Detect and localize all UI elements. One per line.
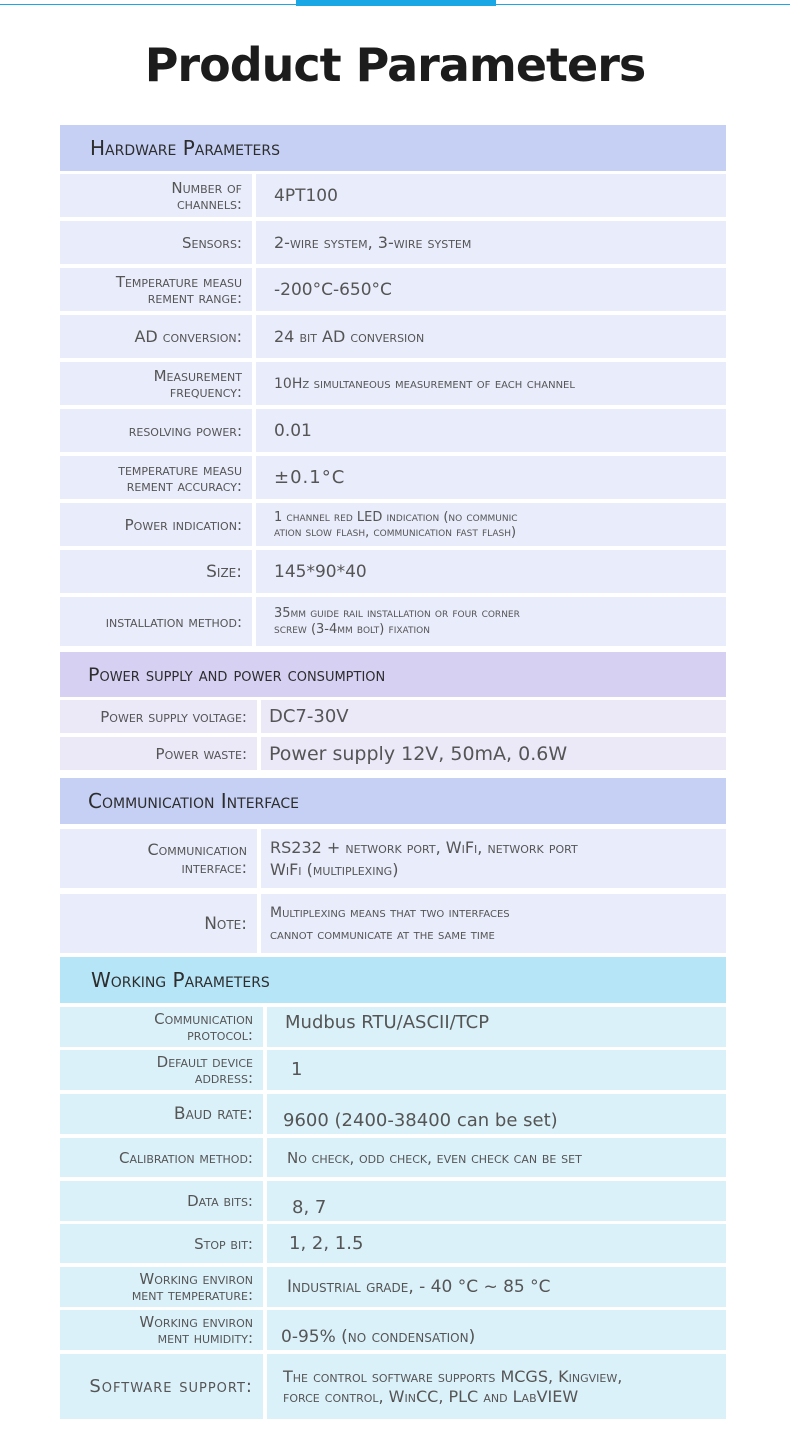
table-row bbox=[60, 1354, 726, 1419]
param-value: Industrial grade, - 40 °C ~ 85 °C bbox=[267, 1267, 726, 1307]
table-row bbox=[60, 1138, 726, 1177]
param-value: Power supply 12V, 50mA, 0.6W bbox=[261, 737, 726, 770]
param-label: Power supply voltage: bbox=[60, 700, 257, 733]
param-value: No check, odd check, even check can be set bbox=[267, 1138, 726, 1177]
param-value: -200°C-650°C bbox=[256, 268, 726, 311]
param-value: 35mm guide rail installation or four corner screw (3-4mm bolt) fixation bbox=[256, 597, 726, 646]
table-row bbox=[60, 503, 726, 546]
param-label: installation method: bbox=[60, 597, 252, 646]
section-header-power: Power supply and power consumption bbox=[60, 652, 726, 697]
param-label: Power indication: bbox=[60, 503, 252, 546]
table-row bbox=[60, 1267, 726, 1307]
table-row bbox=[60, 362, 726, 405]
param-label: Baud rate: bbox=[60, 1094, 263, 1134]
param-value: 9600 (2400-38400 can be set) bbox=[267, 1094, 726, 1134]
param-label: Working environ ment humidity: bbox=[60, 1310, 263, 1350]
param-label: Power waste: bbox=[60, 737, 257, 770]
param-value: ±0.1°C bbox=[256, 456, 726, 499]
param-value: 1, 2, 1.5 bbox=[267, 1224, 726, 1263]
param-label: Sensors: bbox=[60, 221, 252, 264]
table-row bbox=[60, 221, 726, 264]
param-label: Data bits: bbox=[60, 1181, 263, 1221]
param-label: Measurement frequency: bbox=[60, 362, 252, 405]
param-value: 1 bbox=[267, 1050, 726, 1090]
param-label: Stop bit: bbox=[60, 1224, 263, 1263]
param-value: DC7-30V bbox=[261, 700, 726, 733]
table-row bbox=[60, 1094, 726, 1134]
param-value: 8, 7 bbox=[267, 1181, 726, 1221]
param-value: 0-95% (no condensation) bbox=[267, 1310, 726, 1350]
page-title: Product Parameters bbox=[144, 38, 646, 92]
table-row bbox=[60, 597, 726, 646]
table-row bbox=[60, 700, 726, 733]
table-row bbox=[60, 1310, 726, 1350]
table-row bbox=[60, 315, 726, 358]
param-label: Communication protocol: bbox=[60, 1007, 263, 1047]
table-row bbox=[60, 829, 726, 888]
table-row bbox=[60, 456, 726, 499]
table-row bbox=[60, 1181, 726, 1221]
table-row bbox=[60, 1224, 726, 1263]
param-label: Size: bbox=[60, 550, 252, 593]
param-label: Software support: bbox=[60, 1354, 263, 1419]
param-value: RS232 + network port, WiFi, network port WiFi (multiplexing) bbox=[261, 829, 726, 888]
table-row bbox=[60, 894, 726, 953]
param-value: Mudbus RTU/ASCII/TCP bbox=[267, 1007, 726, 1047]
param-value: 10Hz simultaneous measurement of each channel bbox=[256, 362, 726, 405]
table-row bbox=[60, 268, 726, 311]
param-value: 145*90*40 bbox=[256, 550, 726, 593]
param-value: 4PT100 bbox=[256, 174, 726, 217]
section-header-communication: Communication Interface bbox=[60, 778, 726, 824]
param-label: Note: bbox=[60, 894, 257, 953]
param-value: 1 channel red LED indication (no communic ation slow flash, communication fast flash) bbox=[256, 503, 726, 546]
param-label: Number of channels: bbox=[60, 174, 252, 217]
table-row bbox=[60, 174, 726, 217]
table-row bbox=[60, 737, 726, 770]
param-label: temperature measu rement accuracy: bbox=[60, 456, 252, 499]
param-value: The control software supports MCGS, Kingview, force control, WinCC, PLC and LabVIEW bbox=[267, 1354, 726, 1419]
param-label: Default device address: bbox=[60, 1050, 263, 1090]
table-row bbox=[60, 1050, 726, 1090]
param-value: 2-wire system, 3-wire system bbox=[256, 221, 726, 264]
param-value: 0.01 bbox=[256, 409, 726, 452]
param-label: AD conversion: bbox=[60, 315, 252, 358]
section-header-hardware: Hardware Parameters bbox=[60, 125, 726, 171]
param-label: resolving power: bbox=[60, 409, 252, 452]
param-label: Communication interface: bbox=[60, 829, 257, 888]
param-label: Temperature measu rement range: bbox=[60, 268, 252, 311]
table-row bbox=[60, 1007, 726, 1047]
top-accent-bar bbox=[296, 0, 496, 6]
table-row bbox=[60, 409, 726, 452]
param-label: Calibration method: bbox=[60, 1138, 263, 1177]
param-value: Multiplexing means that two interfaces cannot communicate at the same time bbox=[261, 894, 726, 953]
param-value: 24 bit AD conversion bbox=[256, 315, 726, 358]
section-header-working: Working Parameters bbox=[60, 957, 726, 1003]
param-label: Working environ ment temperature: bbox=[60, 1267, 263, 1307]
table-row bbox=[60, 550, 726, 593]
